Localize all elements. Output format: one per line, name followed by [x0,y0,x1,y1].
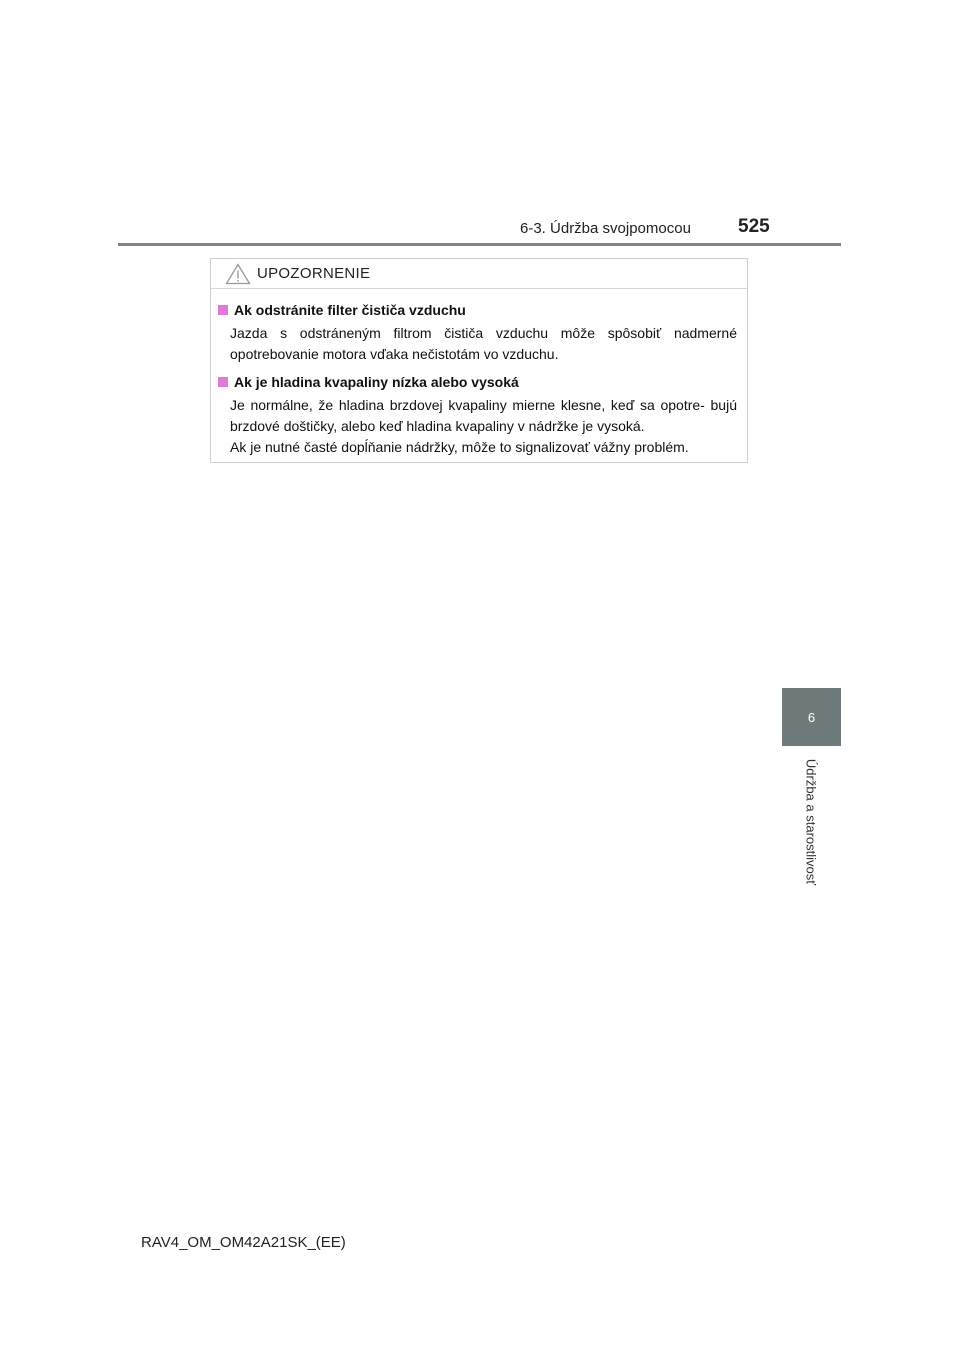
caution-paragraph: Ak je nutné časté dopĺňanie nádržky, môže to signalizovať vážny problém. [230,439,689,455]
caution-item [218,373,737,458]
caution-paragraph: Je normálne, že hladina brzdovej kvapaliny mierne klesne, keď sa opotre- bujú brzdové doštičky, alebo keď hladina kvapaliny v nádržke je vysoká. [230,397,737,434]
warning-triangle-icon [225,263,251,285]
caution-item-heading [218,301,737,319]
header-rule [118,243,841,246]
chapter-number: 6 [807,709,816,725]
square-bullet-icon [218,377,228,387]
chapter-title: Údržba a starostlivosť [803,758,819,886]
chapter-tab [782,688,841,746]
caution-item-heading-text: Ak odstránite filter čističa vzduchu [234,302,466,318]
caution-item-heading-text: Ak je hladina kvapaliny nízka alebo vysoká [234,374,519,390]
caution-box [210,258,748,463]
caution-item-text [218,319,737,365]
caution-item-text [218,391,737,458]
page-number: 525 [738,216,770,237]
header-section-title: 6-3. Údržba svojpomocou [520,220,691,237]
caution-title: UPOZORNENIE [257,265,371,282]
caution-item-heading [218,373,737,391]
caution-header [211,259,747,289]
document-id: RAV4_OM_OM42A21SK_(EE) [141,1234,346,1251]
caution-paragraph: Jazda s odstráneným filtrom čističa vzduchu môže spôsobiť nadmerné opotrebovanie motora vďaka nečistotám vo vzduchu. [230,325,737,362]
caution-item [218,301,737,365]
caution-body [211,289,747,458]
square-bullet-icon [218,305,228,315]
